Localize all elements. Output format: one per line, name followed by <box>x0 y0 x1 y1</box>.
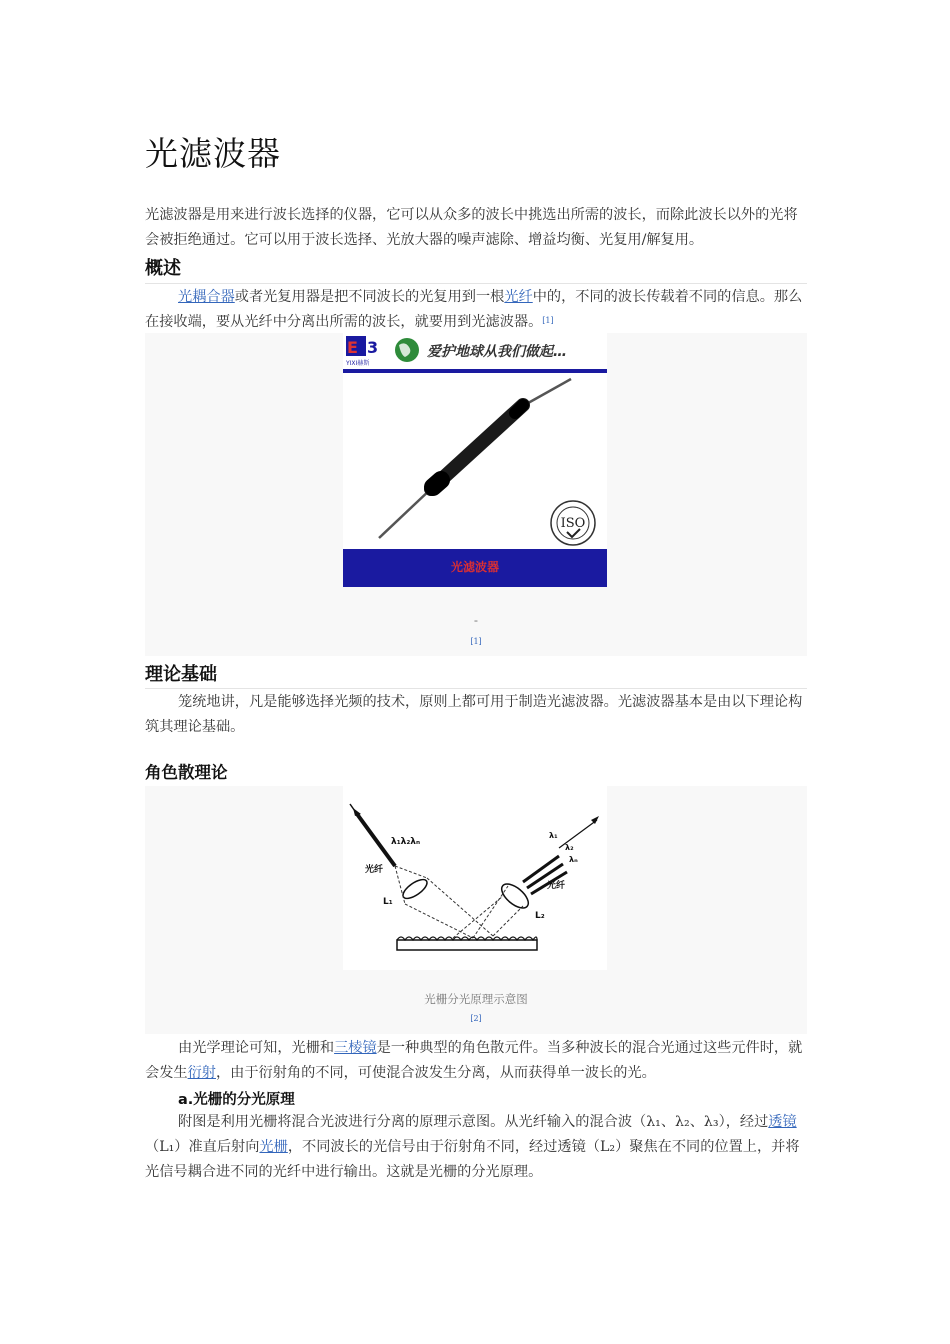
label-fiber-out: 光纤 <box>547 881 566 891</box>
lens-l1 <box>400 876 430 902</box>
grating-text-c: ，不同波长的光信号由于衍射角不同，经过透镜（L₂）聚焦在不同的位置上，并将光信号耦合进不同的光纤中进行输出。这就是光栅的分光原理。 <box>145 1139 800 1180</box>
overview-paragraph <box>145 285 807 335</box>
figure-filter-box <box>145 333 807 656</box>
dispersion-text-c: ，由于衍射角的不同，可使混合波发生分离，从而获得单一波长的光。 <box>215 1065 656 1081</box>
link-optical-fiber[interactable]: 光纤 <box>504 289 533 305</box>
svg-text:3: 3 <box>367 338 379 357</box>
label-lambda-1: λ₁ <box>549 831 558 840</box>
figure-reference-2[interactable]: [2] <box>470 1014 482 1023</box>
grating-diagram-svg <box>343 786 607 970</box>
svg-text:E: E <box>347 338 358 357</box>
iso-text: ISO <box>560 516 586 531</box>
input-wavelengths: λ₁λ₂λₙ <box>391 837 421 847</box>
subsection-heading-dispersion: 角色散理论 <box>145 763 228 782</box>
filter-product-image <box>343 333 607 587</box>
link-prism[interactable]: 三棱镜 <box>334 1040 377 1056</box>
product-label: 光滤波器 <box>450 560 500 574</box>
grating-subheading: a.光栅的分光原理 <box>178 1092 295 1108</box>
grating-diagram-image <box>343 786 607 970</box>
page-title: 光滤波器 <box>145 134 281 173</box>
dispersion-text-a: 由光学理论可知，光栅和 <box>178 1040 335 1056</box>
link-grating[interactable]: 光栅 <box>259 1139 288 1155</box>
link-lens[interactable]: 透镜 <box>768 1114 797 1130</box>
section-heading-overview: 概述 <box>145 258 181 279</box>
link-optical-coupler[interactable]: 光耦合器 <box>178 289 235 305</box>
overview-text-1: 或者光复用器是把不同波长的光复用到一根 <box>234 289 505 305</box>
input-fiber <box>357 814 395 866</box>
label-lambda-2: λ₂ <box>565 843 574 852</box>
section-divider <box>145 688 807 689</box>
theory-paragraph: 笼统地讲，凡是能够选择光频的技术，原则上都可用于制造光滤波器。光滤波器基本是由以下理论构筑其理论基础。 <box>145 694 803 735</box>
label-lambda-n: λₙ <box>569 855 578 864</box>
label-fiber-in: 光纤 <box>365 865 384 875</box>
dispersion-paragraph <box>145 1036 807 1086</box>
label-lens-l1: L₁ <box>383 897 393 907</box>
figure-grating-box <box>145 786 807 1034</box>
intro-paragraph: 光滤波器是用来进行波长选择的仪器，它可以从众多的波长中挑选出所需的波长，而除此波长以外的光将会被拒绝通过。它可以用于波长选择、光放大器的噪声滤除、增益均衡、光复用/解复用。 <box>145 207 798 248</box>
figure-caption-grating: 光栅分光原理示意图 <box>424 992 528 1006</box>
label-lens-l2: L₂ <box>535 911 545 921</box>
section-divider <box>145 283 807 284</box>
overview-text-2: 中的，不同的波长传载着不同的信息。那么在接收端，要从光纤中分离出所需的波长，就要用到光滤波器。 <box>145 289 803 330</box>
section-heading-theory: 理论基础 <box>145 664 217 685</box>
grating-text-a: 附图是利用光栅将混合光波进行分离的原理示意图。从光纤输入的混合波（λ₁、λ₂、λ₃），经过 <box>178 1114 769 1130</box>
grating-paragraph <box>145 1110 807 1185</box>
grating <box>397 940 537 950</box>
grating-text-b: （L₁）准直后射向 <box>145 1139 260 1155</box>
brand-name: YIXI赫斯 <box>346 360 370 367</box>
slogan-text: 爱护地球从我们做起… <box>427 344 567 360</box>
link-diffraction[interactable]: 衍射 <box>187 1065 216 1081</box>
dispersion-text-b: 是一种典型的角色散元件。当多种波长的混合光通过这些元件时，就会发生 <box>145 1040 803 1081</box>
filter-product-svg <box>343 333 607 587</box>
reference-1[interactable]: [1] <box>542 316 554 325</box>
figure-reference-1[interactable]: [1] <box>470 637 482 646</box>
figure-caption-dash: - <box>473 613 479 627</box>
